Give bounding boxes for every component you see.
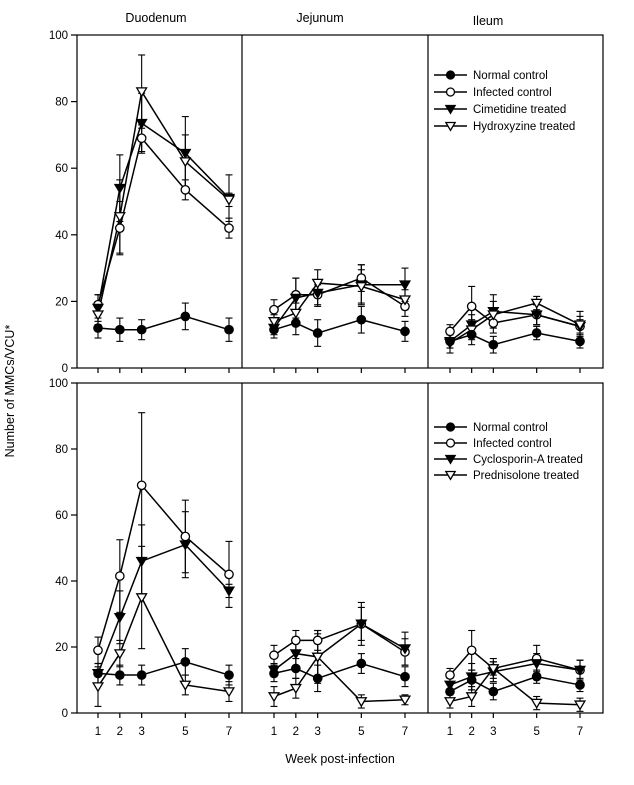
tick-label: 2 bbox=[468, 726, 475, 738]
tick-label: 1 bbox=[270, 726, 278, 738]
legend-row-1 bbox=[434, 70, 575, 133]
panel-jejunum-row2 bbox=[269, 602, 410, 708]
open-circle-marker bbox=[116, 572, 124, 580]
tick-label: 20 bbox=[55, 296, 68, 309]
open-circle-marker bbox=[447, 439, 455, 447]
tick-label: 100 bbox=[48, 30, 68, 42]
tick-label: 5 bbox=[182, 726, 189, 738]
open-triangle-down-marker bbox=[445, 698, 455, 706]
row-frame bbox=[77, 35, 603, 368]
series-normal-control bbox=[95, 303, 233, 341]
x-axis-label: Week post-infection bbox=[285, 752, 395, 766]
tick-label: 7 bbox=[401, 726, 409, 738]
tick-label: Infected control bbox=[473, 87, 552, 99]
filled-circle-marker bbox=[225, 326, 233, 334]
series-normal-control bbox=[95, 649, 233, 685]
tick-label: 40 bbox=[55, 576, 68, 588]
panel-ileum-row2 bbox=[445, 631, 585, 712]
series-prednisolone-treated bbox=[447, 662, 584, 712]
panel-duodenum-row2 bbox=[93, 413, 234, 707]
panel-duodenum-row1 bbox=[93, 55, 234, 341]
series-line bbox=[98, 485, 229, 650]
filled-circle-marker bbox=[313, 674, 321, 682]
filled-circle-marker bbox=[116, 326, 124, 334]
tick-label: 2 bbox=[116, 726, 124, 738]
tick-label: Infected control bbox=[473, 438, 552, 450]
tick-label: 7 bbox=[576, 726, 584, 738]
tick-label: 5 bbox=[533, 726, 540, 738]
open-circle-marker bbox=[94, 646, 102, 654]
tick-label: 100 bbox=[48, 378, 68, 390]
open-circle-marker bbox=[116, 224, 124, 232]
series-hydroxyzine-treated bbox=[447, 296, 584, 353]
tick-label: 1 bbox=[446, 726, 454, 738]
open-circle-marker bbox=[313, 636, 321, 644]
series-cyclosporin-a-treated bbox=[95, 512, 233, 684]
series-normal-control bbox=[271, 306, 409, 346]
open-circle-marker bbox=[181, 532, 189, 540]
legend-item-hydroxyzine-treated bbox=[434, 121, 575, 133]
series-prednisolone-treated bbox=[95, 546, 233, 706]
series-infected-control bbox=[95, 413, 233, 664]
filled-triangle-down-marker bbox=[291, 294, 301, 302]
series-hydroxyzine-treated bbox=[271, 270, 409, 328]
filled-circle-marker bbox=[467, 331, 475, 339]
tick-label: 80 bbox=[55, 96, 68, 109]
series-infected-control bbox=[95, 125, 233, 315]
tick-label: 80 bbox=[55, 444, 68, 456]
open-circle-marker bbox=[225, 224, 233, 232]
tick-label: 60 bbox=[55, 510, 68, 522]
filled-circle-marker bbox=[181, 658, 189, 666]
tick-label: 5 bbox=[358, 726, 365, 738]
tick-label: 3 bbox=[314, 726, 321, 738]
filled-circle-marker bbox=[292, 664, 300, 672]
filled-circle-marker bbox=[292, 319, 300, 327]
open-triangle-down-marker bbox=[224, 196, 234, 204]
filled-circle-marker bbox=[401, 327, 409, 335]
open-circle-marker bbox=[446, 327, 454, 335]
open-triangle-down-marker bbox=[93, 683, 103, 691]
tick-label: Cyclosporin-A treated bbox=[473, 454, 583, 466]
filled-circle-marker bbox=[532, 673, 540, 681]
open-triangle-down-marker bbox=[269, 693, 279, 701]
tick-label: Cimetidine treated bbox=[473, 104, 567, 116]
filled-circle-marker bbox=[401, 673, 409, 681]
open-circle-marker bbox=[270, 651, 278, 659]
filled-circle-marker bbox=[446, 337, 454, 345]
open-circle-marker bbox=[467, 646, 475, 654]
filled-circle-marker bbox=[270, 669, 278, 677]
filled-circle-marker bbox=[94, 669, 102, 677]
legend-item-cyclosporin-a-treated bbox=[434, 454, 583, 466]
tick-label: Prednisolone treated bbox=[473, 470, 580, 482]
series-infected-control bbox=[447, 286, 584, 338]
open-circle-marker bbox=[137, 481, 145, 489]
filled-circle-marker bbox=[313, 329, 321, 337]
open-triangle-down-marker bbox=[291, 309, 301, 317]
filled-circle-marker bbox=[137, 326, 145, 334]
tick-label: 7 bbox=[225, 726, 233, 738]
series-line bbox=[274, 657, 405, 702]
open-triangle-down-marker bbox=[488, 311, 498, 319]
filled-triangle-down-marker bbox=[137, 558, 147, 566]
panel-title-ileum: Ileum bbox=[472, 14, 504, 28]
legend-item-normal-control bbox=[434, 70, 548, 82]
legend-item-infected-control bbox=[434, 87, 552, 99]
filled-circle-marker bbox=[116, 671, 124, 679]
panel-jejunum-row1 bbox=[269, 265, 410, 347]
open-circle-marker bbox=[225, 570, 233, 578]
panel-row-2 bbox=[49, 378, 603, 738]
open-circle-marker bbox=[467, 302, 475, 310]
panel-title-jejunum: Jejunum bbox=[296, 11, 344, 25]
tick-label: 0 bbox=[61, 708, 68, 720]
tick-label: Hydroxyzine treated bbox=[473, 121, 576, 133]
legend-item-infected-control bbox=[434, 438, 552, 450]
open-circle-marker bbox=[446, 671, 454, 679]
tick-label: 20 bbox=[55, 642, 68, 654]
tick-label: Normal control bbox=[473, 422, 548, 434]
filled-triangle-down-marker bbox=[115, 184, 125, 192]
filled-circle-marker bbox=[94, 324, 102, 332]
filled-circle-marker bbox=[532, 329, 540, 337]
tick-label: 0 bbox=[61, 363, 68, 375]
filled-circle-marker bbox=[181, 312, 189, 320]
legend-row-2 bbox=[434, 422, 583, 482]
open-circle-marker bbox=[137, 134, 145, 142]
tick-label: 3 bbox=[138, 726, 145, 738]
legend-item-prednisolone-treated bbox=[434, 470, 579, 482]
legend-item-cimetidine-treated bbox=[434, 104, 566, 116]
filled-triangle-down-marker bbox=[115, 614, 125, 622]
panel-title-duodenum: Duodenum bbox=[125, 11, 187, 25]
open-circle-marker bbox=[447, 88, 455, 96]
series-hydroxyzine-treated bbox=[95, 55, 233, 325]
tick-label: 3 bbox=[490, 726, 497, 738]
filled-circle-marker bbox=[576, 681, 584, 689]
filled-circle-marker bbox=[446, 687, 454, 695]
filled-circle-marker bbox=[489, 340, 497, 348]
tick-label: 2 bbox=[292, 726, 300, 738]
open-circle-marker bbox=[292, 636, 300, 644]
tick-label: 60 bbox=[55, 163, 68, 176]
filled-circle-marker bbox=[357, 659, 365, 667]
panel-row-1 bbox=[49, 30, 603, 375]
tick-label: 40 bbox=[55, 229, 68, 242]
open-triangle-down-marker bbox=[291, 685, 301, 693]
filled-circle-marker bbox=[137, 671, 145, 679]
open-circle-marker bbox=[270, 306, 278, 314]
open-circle-marker bbox=[181, 186, 189, 194]
filled-circle-marker bbox=[467, 676, 475, 684]
y-axis-label: Number of MMCs/VCU* bbox=[3, 324, 17, 458]
legend-item-normal-control bbox=[434, 422, 548, 434]
filled-circle-marker bbox=[225, 671, 233, 679]
filled-circle-marker bbox=[270, 326, 278, 334]
series-infected-control bbox=[271, 265, 409, 320]
filled-triangle-down-marker bbox=[137, 120, 147, 128]
tick-label: 1 bbox=[94, 726, 102, 738]
filled-circle-marker bbox=[489, 687, 497, 695]
filled-circle-marker bbox=[447, 423, 455, 431]
filled-triangle-down-marker bbox=[224, 587, 234, 595]
open-triangle-down-marker bbox=[115, 650, 125, 658]
filled-circle-marker bbox=[447, 71, 455, 79]
tick-label: Normal control bbox=[473, 70, 548, 82]
open-triangle-down-marker bbox=[137, 88, 147, 96]
filled-circle-marker bbox=[576, 337, 584, 345]
filled-circle-marker bbox=[357, 316, 365, 324]
open-triangle-down-marker bbox=[224, 688, 234, 696]
panel-ileum-row1 bbox=[445, 286, 585, 353]
